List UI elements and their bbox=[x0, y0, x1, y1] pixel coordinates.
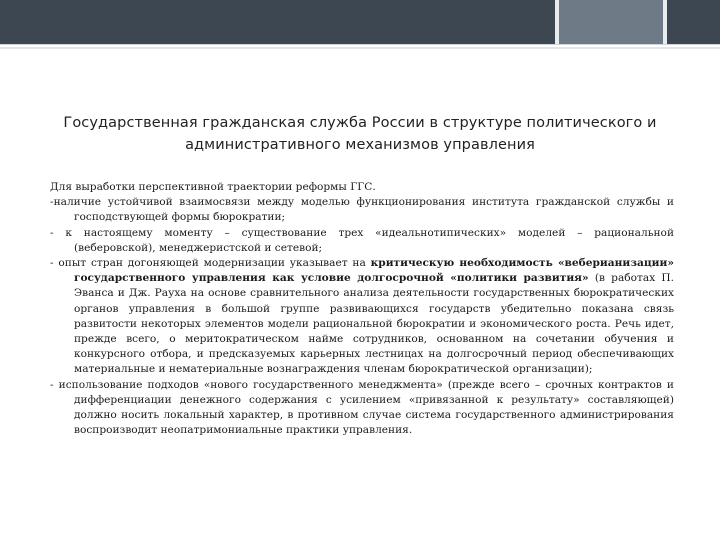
list-item bbox=[50, 256, 674, 378]
header-rule bbox=[0, 47, 720, 49]
header-decoration-bar bbox=[0, 0, 720, 44]
header-bar-mid-segment bbox=[559, 0, 663, 44]
list-item-text: - опыт стран догоняющей модернизации указывает на bbox=[50, 257, 371, 270]
list-item: -наличие устойчивой взаимосвязи между моделью функционирования института гражданской службы и господствующей формы бюрократии; bbox=[50, 196, 674, 224]
intro-line: Для выработки перспективной траектории реформы ГГС. bbox=[50, 181, 376, 193]
header-rule bbox=[0, 44, 720, 45]
list-item-text: (в работах П. Эванса и Дж. Рауха на основе сравнительного анализа деятельности государственных бюрократических органов управления в большой группе развивающихся государств убедительно показана связь развитости некоторых элементов модели рациональной бюрократии и экономического роста. Речь идет, прежде всего, о меритократическом найме сотрудников, основанном на сочетании обучения и конкурсного отбора, и предсказуемых карьерных лестницах на долгосрочный период обеспечивающих материальные и нематериальные вознаграждения членам бюрократической организации); bbox=[74, 272, 675, 376]
header-bar-dark-segment bbox=[0, 0, 555, 44]
header-bar-right-segment bbox=[667, 0, 720, 44]
slide-body bbox=[50, 180, 674, 438]
slide-title: Государственная гражданская служба России в структуре политического и административного механизмов управления bbox=[63, 115, 657, 153]
list-item: - использование подходов «нового государственного менеджмента» (прежде всего – срочных контрактов и дифференциации денежного содержания с усилением «привязанной к результату» составляющей) должно носить локальный характер, в противном случае система государственного администрирования воспроизводит неопатримониальные практики управления. bbox=[50, 378, 674, 437]
list-item: - к настоящему моменту – существование трех «идеальнотипических» моделей – рациональной (веберовской), менеджеристской и сетевой; bbox=[50, 226, 674, 254]
list-item-emphasis: критическую необходимость «веберианизации» государственного управления как условие долгосрочной «политики развития» bbox=[74, 257, 674, 285]
